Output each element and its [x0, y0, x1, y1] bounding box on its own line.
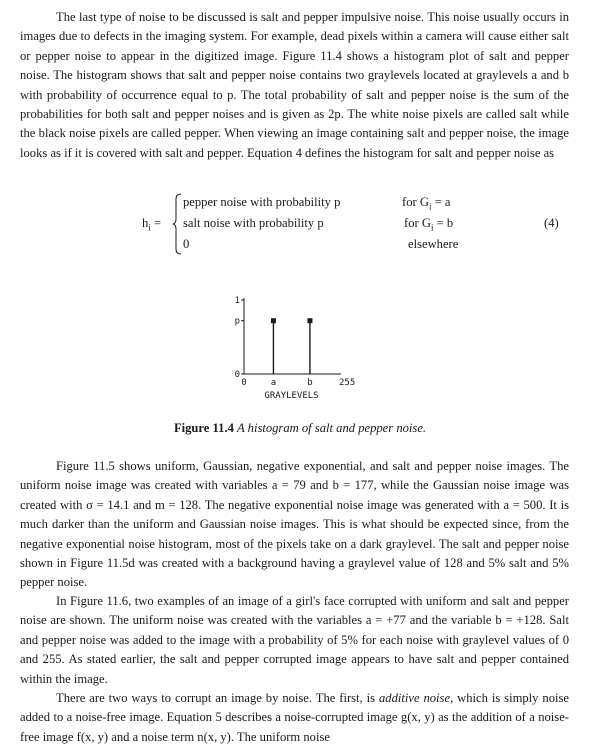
para4-pre: There are two ways to corrupt an image by noise. The first, is [56, 691, 379, 705]
intro-paragraph: The last type of noise to be discussed is salt and pepper impulsive noise. This noise usually occurs in images due to defects in the imaging system. For example, dead pixels within a camera will cause either salt or pepper noise to appear in the digitized image. Figure 11.4 shows a histogram plot of salt and pepper noise. The histogram shows that salt and pepper noise contains two graylevels located at graylevels a and b with probability of occurrence equal to p. The total probability of salt and pepper noise is the sum of the probabilities for both salt and pepper noises and is given as 2p. The white noise pixels are called salt while the black noise pixels are called pepper. When viewing an image containing salt and pepper noise, the image looks as if it is covered with salt and pepper. Equation 4 defines the histogram for salt and pepper noise as [20, 10, 569, 160]
x-tick-label-255: 255 [339, 378, 356, 388]
paragraph-additive-noise [20, 689, 569, 747]
y-tick-label-0: 0 [234, 370, 240, 380]
equation-lhs-base: h [142, 216, 149, 230]
case-condition-3: elsewhere [408, 237, 459, 251]
paragraph-figure-11-6: In Figure 11.6, two examples of an image of a girl's face corrupted with uniform and salt and pepper noise are shown. The uniform noise was created with the variables a = +77 and the variable b = +128. Salt and pepper noise was added to the image with a probability of 5% for each noise with graylevel values of 0 and 255. As stated earlier, the salt and pepper corrupted image appears to have salt and pepper contained within the image. [20, 594, 569, 686]
case-condition-2: for $G_i = b$ [404, 216, 454, 233]
curly-brace-icon [172, 193, 182, 255]
x-axis-label: GRAYLEVELS [264, 391, 319, 401]
y-tick-label-1: 1 [234, 296, 240, 306]
equation-lhs-sub: i [148, 222, 151, 233]
y-tick-label-p: p [234, 316, 240, 327]
bar-marker-a [271, 318, 276, 323]
equation-lhs-equals: = [153, 216, 162, 230]
x-tick-label-b: b [307, 378, 313, 388]
case-text-1: pepper noise with probability p [183, 195, 341, 209]
x-tick-label-a: a [270, 378, 277, 388]
equation-number: (4) [544, 216, 559, 230]
case-text-3: 0 [183, 237, 190, 251]
x-tick-label-0: 0 [241, 378, 247, 388]
caption-label: Figure 11.4 [173, 421, 234, 435]
paragraph-figure-11-5: Figure 11.5 shows uniform, Gaussian, negative exponential, and salt and pepper noise images. The uniform noise image was created with variables a = 79 and b = 177, while the Gaussian noise image was created with σ = 14.1 and m = 128. The negative exponential noise image was generated with a = 500. It is much darker than the uniform and Gaussian noise images. This is what should be expected since, from the negative exponential noise histogram, most of the pixels take on a dark graylevel. The salt and pepper noise shown in Figure 11.5d was created with a background having a graylevel value of 128 and 5% salt and 5% pepper noise. [20, 459, 569, 590]
case-text-2: salt noise with probability p [183, 216, 324, 230]
bar-marker-b [307, 318, 312, 323]
additive-noise-term: additive noise [378, 691, 451, 705]
case-condition-1: for $G_i = a$ [402, 195, 451, 212]
caption-text: A histogram of salt and pepper noise. [237, 421, 427, 435]
para4-post: , which is simply noise added to a noise-free image. Equation 5 describes a noise-corrupted image g(x, y) as the addition of a noise-free image f(x, y) and a noise term n(x, y). The uniform noise [20, 691, 569, 744]
equation-lhs [142, 214, 161, 238]
salt-pepper-histogram [226, 292, 376, 406]
figure-caption [0, 421, 600, 436]
